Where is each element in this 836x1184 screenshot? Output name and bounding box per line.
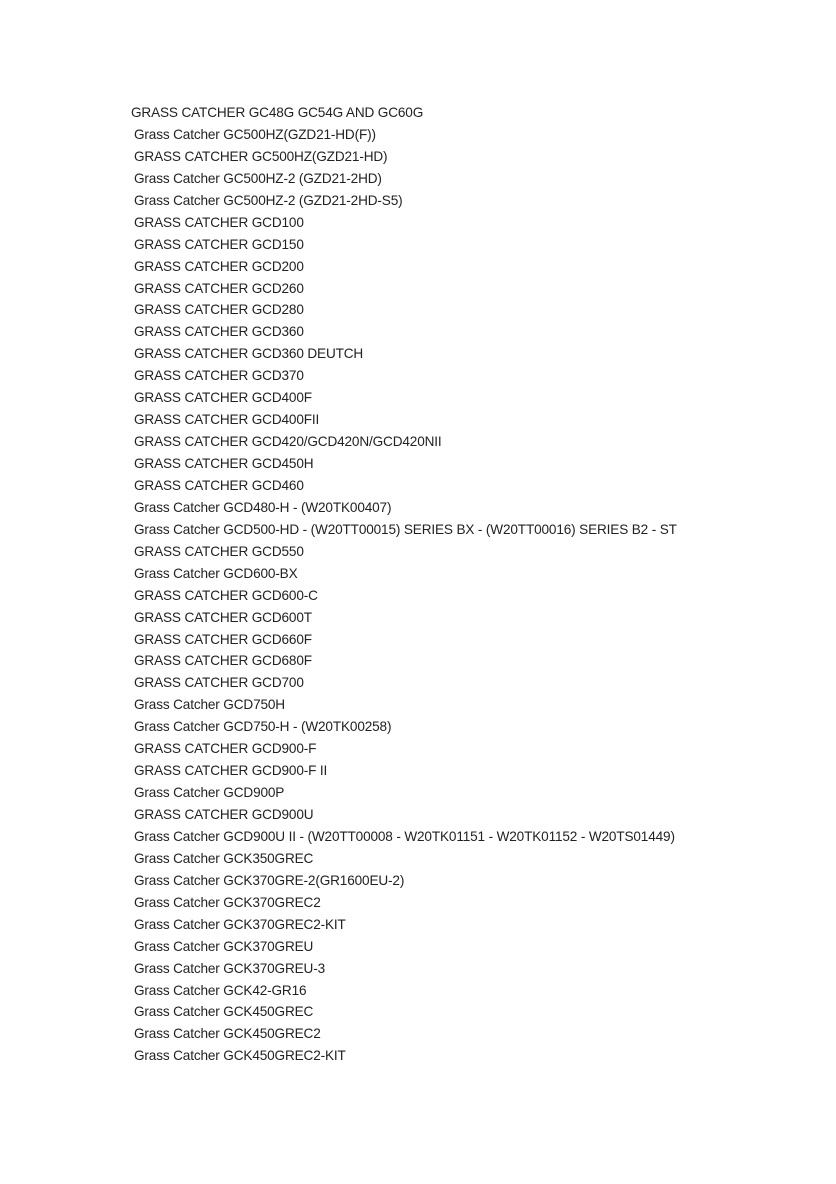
list-item: GRASS CATCHER GCD700 — [134, 675, 304, 691]
list-item: GRASS CATCHER GCD100 — [134, 214, 304, 230]
list-item: Grass Catcher GC500HZ-2 (GZD21-2HD-S5) — [134, 192, 403, 208]
list-item: Grass Catcher GCK370GRE-2(GR1600EU-2) — [134, 872, 405, 888]
list-item: GRASS CATCHER GCD260 — [134, 280, 304, 296]
list-item: GRASS CATCHER GCD150 — [134, 236, 304, 252]
list-item: GRASS CATCHER GC500HZ(GZD21-HD) — [134, 148, 388, 164]
list-item: GRASS CATCHER GCD680F — [134, 653, 312, 669]
list-item: Grass Catcher GCK370GREU-3 — [134, 960, 326, 976]
list-item: Grass Catcher GCK370GREC2 — [134, 894, 321, 910]
list-item: Grass Catcher GC500HZ(GZD21-HD(F)) — [134, 126, 376, 142]
list-item: Grass Catcher GCK42-GR16 — [134, 982, 307, 998]
list-item: Grass Catcher GCD750-H - (W20TK00258) — [134, 719, 392, 735]
list-item: GRASS CATCHER GCD420/GCD420N/GCD420NII — [134, 434, 442, 450]
list-item: GRASS CATCHER GCD900U — [134, 807, 314, 822]
list-item: GRASS CATCHER GCD450H — [134, 456, 314, 471]
list-item: Grass Catcher GCD900P — [134, 785, 285, 801]
list-item: Grass Catcher GCK450GREC2-KIT — [134, 1048, 346, 1064]
list-item: GRASS CATCHER GCD660F — [134, 631, 312, 647]
list-item: GRASS CATCHER GCD600-C — [134, 587, 318, 603]
list-item: Grass Catcher GCD600-BX — [134, 565, 298, 581]
list-item: GRASS CATCHER GCD900-F — [134, 741, 317, 757]
list-item: GRASS CATCHER GCD460 — [134, 477, 304, 493]
list-item: GRASS CATCHER GCD400FII — [134, 412, 320, 428]
list-item: Grass Catcher GCK370GREC2-KIT — [134, 916, 346, 932]
list-item: Grass Catcher GCK450GREC2 — [134, 1026, 321, 1042]
list-item: Grass Catcher GCD480-H - (W20TK00407) — [134, 499, 392, 515]
list-item: Grass Catcher GCD500-HD - (W20TT00015) SERIES BX - (W20TT00016) SERIES B2 - ST — [134, 521, 677, 537]
list-item: GRASS CATCHER GC48G GC54G AND GC60G — [131, 105, 424, 120]
list-item: Grass Catcher GC500HZ-2 (GZD21-2HD) — [134, 170, 382, 186]
list-item: GRASS CATCHER GCD900-F II — [134, 763, 328, 779]
list-item: Grass Catcher GCD900U II - (W20TT00008 - W20TK01151 - W20TK01152 - W20TS01449) — [134, 828, 675, 844]
list-item: GRASS CATCHER GCD370 — [134, 368, 304, 384]
list-item: GRASS CATCHER GCD280 — [134, 302, 304, 318]
list-item: GRASS CATCHER GCD360 — [134, 324, 304, 340]
list-item: Grass Catcher GCK350GREC — [134, 850, 314, 866]
list-item: GRASS CATCHER GCD200 — [134, 258, 304, 274]
list-item: Grass Catcher GCK450GREC — [134, 1004, 314, 1020]
list-item: GRASS CATCHER GCD600T — [134, 609, 312, 625]
grass-catcher-list — [131, 102, 677, 1067]
list-item: GRASS CATCHER GCD550 — [134, 543, 304, 559]
list-item: GRASS CATCHER GCD360 DEUTCH — [134, 346, 364, 362]
list-item: GRASS CATCHER GCD400F — [134, 390, 312, 406]
list-item: Grass Catcher GCK370GREU — [134, 938, 314, 954]
list-item: Grass Catcher GCD750H — [134, 697, 285, 713]
